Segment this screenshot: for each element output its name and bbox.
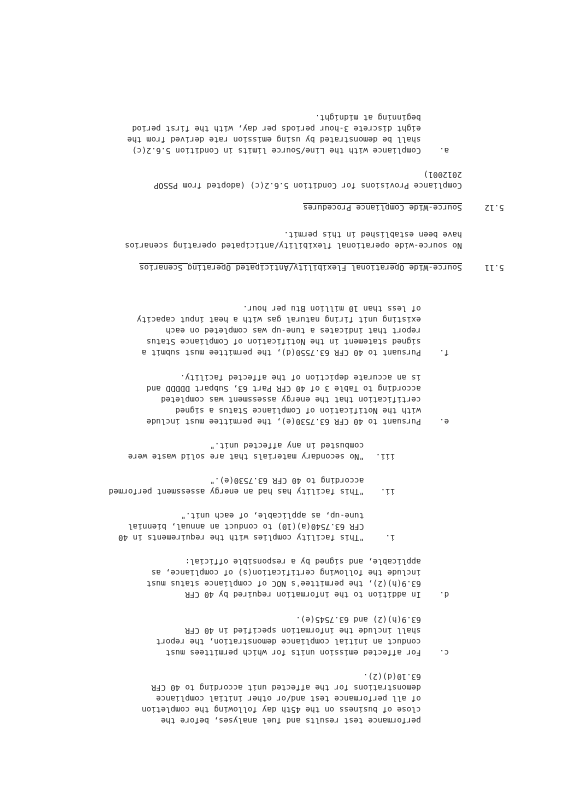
subitem-label: iii. bbox=[375, 452, 395, 461]
text-line: eight discrete 3-hour periods per day, with the first period bbox=[132, 124, 421, 133]
item-label: d. bbox=[439, 590, 449, 599]
text-line: CFR 63.7540(a)(10) to conduct an annual, biennial bbox=[127, 522, 364, 531]
item-label: a. bbox=[439, 146, 449, 155]
section-title: Source-Wide Compliance Procedures bbox=[303, 203, 462, 212]
text-line: close of business on the 45th day following the completion bbox=[141, 705, 421, 714]
text-line: Pursuant to 40 CFR 63.7530(e), the permittee must include bbox=[146, 417, 421, 426]
text-line: "This facility complies with the requirements in 40 bbox=[118, 533, 364, 542]
text-line: 2012001) bbox=[423, 170, 462, 179]
text-line: For affected emission units for which permittees must bbox=[165, 648, 421, 657]
text-line: certification that the energy assessment was completed bbox=[160, 395, 421, 404]
text-line: tune-up, as applicable, of each unit." bbox=[180, 511, 364, 520]
section-title: Source-Wide Operational Flexibility/Anticipated Operating Scenarios bbox=[139, 263, 462, 272]
text-line: beginning at midnight. bbox=[315, 113, 421, 122]
text-line: conduct an initial compliance demonstration, the report bbox=[156, 637, 421, 646]
item-label: c. bbox=[439, 648, 449, 657]
text-line: Compliance Provisions for Condition 5.6.2(c) (adopted from PSSOP bbox=[153, 181, 462, 190]
text-line: 63.9(h)(2), the permittee's NOC of compliance status must bbox=[146, 579, 421, 588]
text-line: of less than 10 million Btu per hour. bbox=[242, 304, 421, 313]
text-line: existing unit firing natural gas with a heat input capacity bbox=[136, 315, 421, 324]
subitem-label: i. bbox=[385, 533, 395, 542]
text-line: In addition to the information required by 40 CFR bbox=[184, 590, 421, 599]
text-line: include the following certification(s) of compliance, as bbox=[151, 568, 421, 577]
text-line: performance test results and fuel analyses, before the bbox=[160, 716, 421, 725]
text-line: No source-wide operational flexibility/anticipated operating scenarios bbox=[124, 241, 462, 250]
text-line: applicable, and signed by a responsible official: bbox=[184, 557, 421, 566]
text-line: 63.9(h)(2) and 63.7545(e). bbox=[295, 615, 421, 624]
text-line: shall be demonstrated by using emission rate derived from the bbox=[127, 135, 421, 144]
text-line: Compliance with the Line/Source limits in Condition 5.6.2(c) bbox=[132, 146, 421, 155]
text-line: have been established in this permit. bbox=[283, 230, 462, 239]
subitem-label: ii. bbox=[380, 487, 395, 496]
text-line: shall include the information specified in 40 CFR bbox=[184, 626, 421, 635]
text-line: signed statement in the Notification of Compliance Status bbox=[146, 337, 421, 346]
text-line: demonstrations for the affected unit according to 40 CFR bbox=[151, 683, 421, 692]
text-line: with the Notification of Compliance Status a signed bbox=[175, 406, 421, 415]
text-line: Pursuant to 40 CFR 63.7550(d), the permittee must submit a bbox=[141, 348, 421, 357]
text-line: 63.10(d)(2). bbox=[363, 672, 421, 681]
section-number: 5.11 bbox=[484, 263, 504, 272]
text-line: according to 40 CFR 63.7530(e)." bbox=[209, 476, 364, 485]
section-number: 5.12 bbox=[484, 203, 504, 212]
text-line: is an accurate depiction of the affected facility. bbox=[180, 373, 421, 382]
text-line: according to Table 3 of 40 CFR Part 63, Subpart DDDDD and bbox=[146, 384, 421, 393]
text-line: combusted in any affected unit." bbox=[209, 441, 364, 450]
text-line: "This facility has had an energy assessment performed bbox=[108, 487, 364, 496]
text-line: of all performance test and/or other initial compliance bbox=[156, 694, 421, 703]
text-line: "No secondary materials that are solid waste were bbox=[127, 452, 364, 461]
item-label: f. bbox=[439, 348, 449, 357]
text-line: report that indicates a tune-up was completed on each bbox=[165, 326, 421, 335]
item-label: e. bbox=[439, 417, 449, 426]
